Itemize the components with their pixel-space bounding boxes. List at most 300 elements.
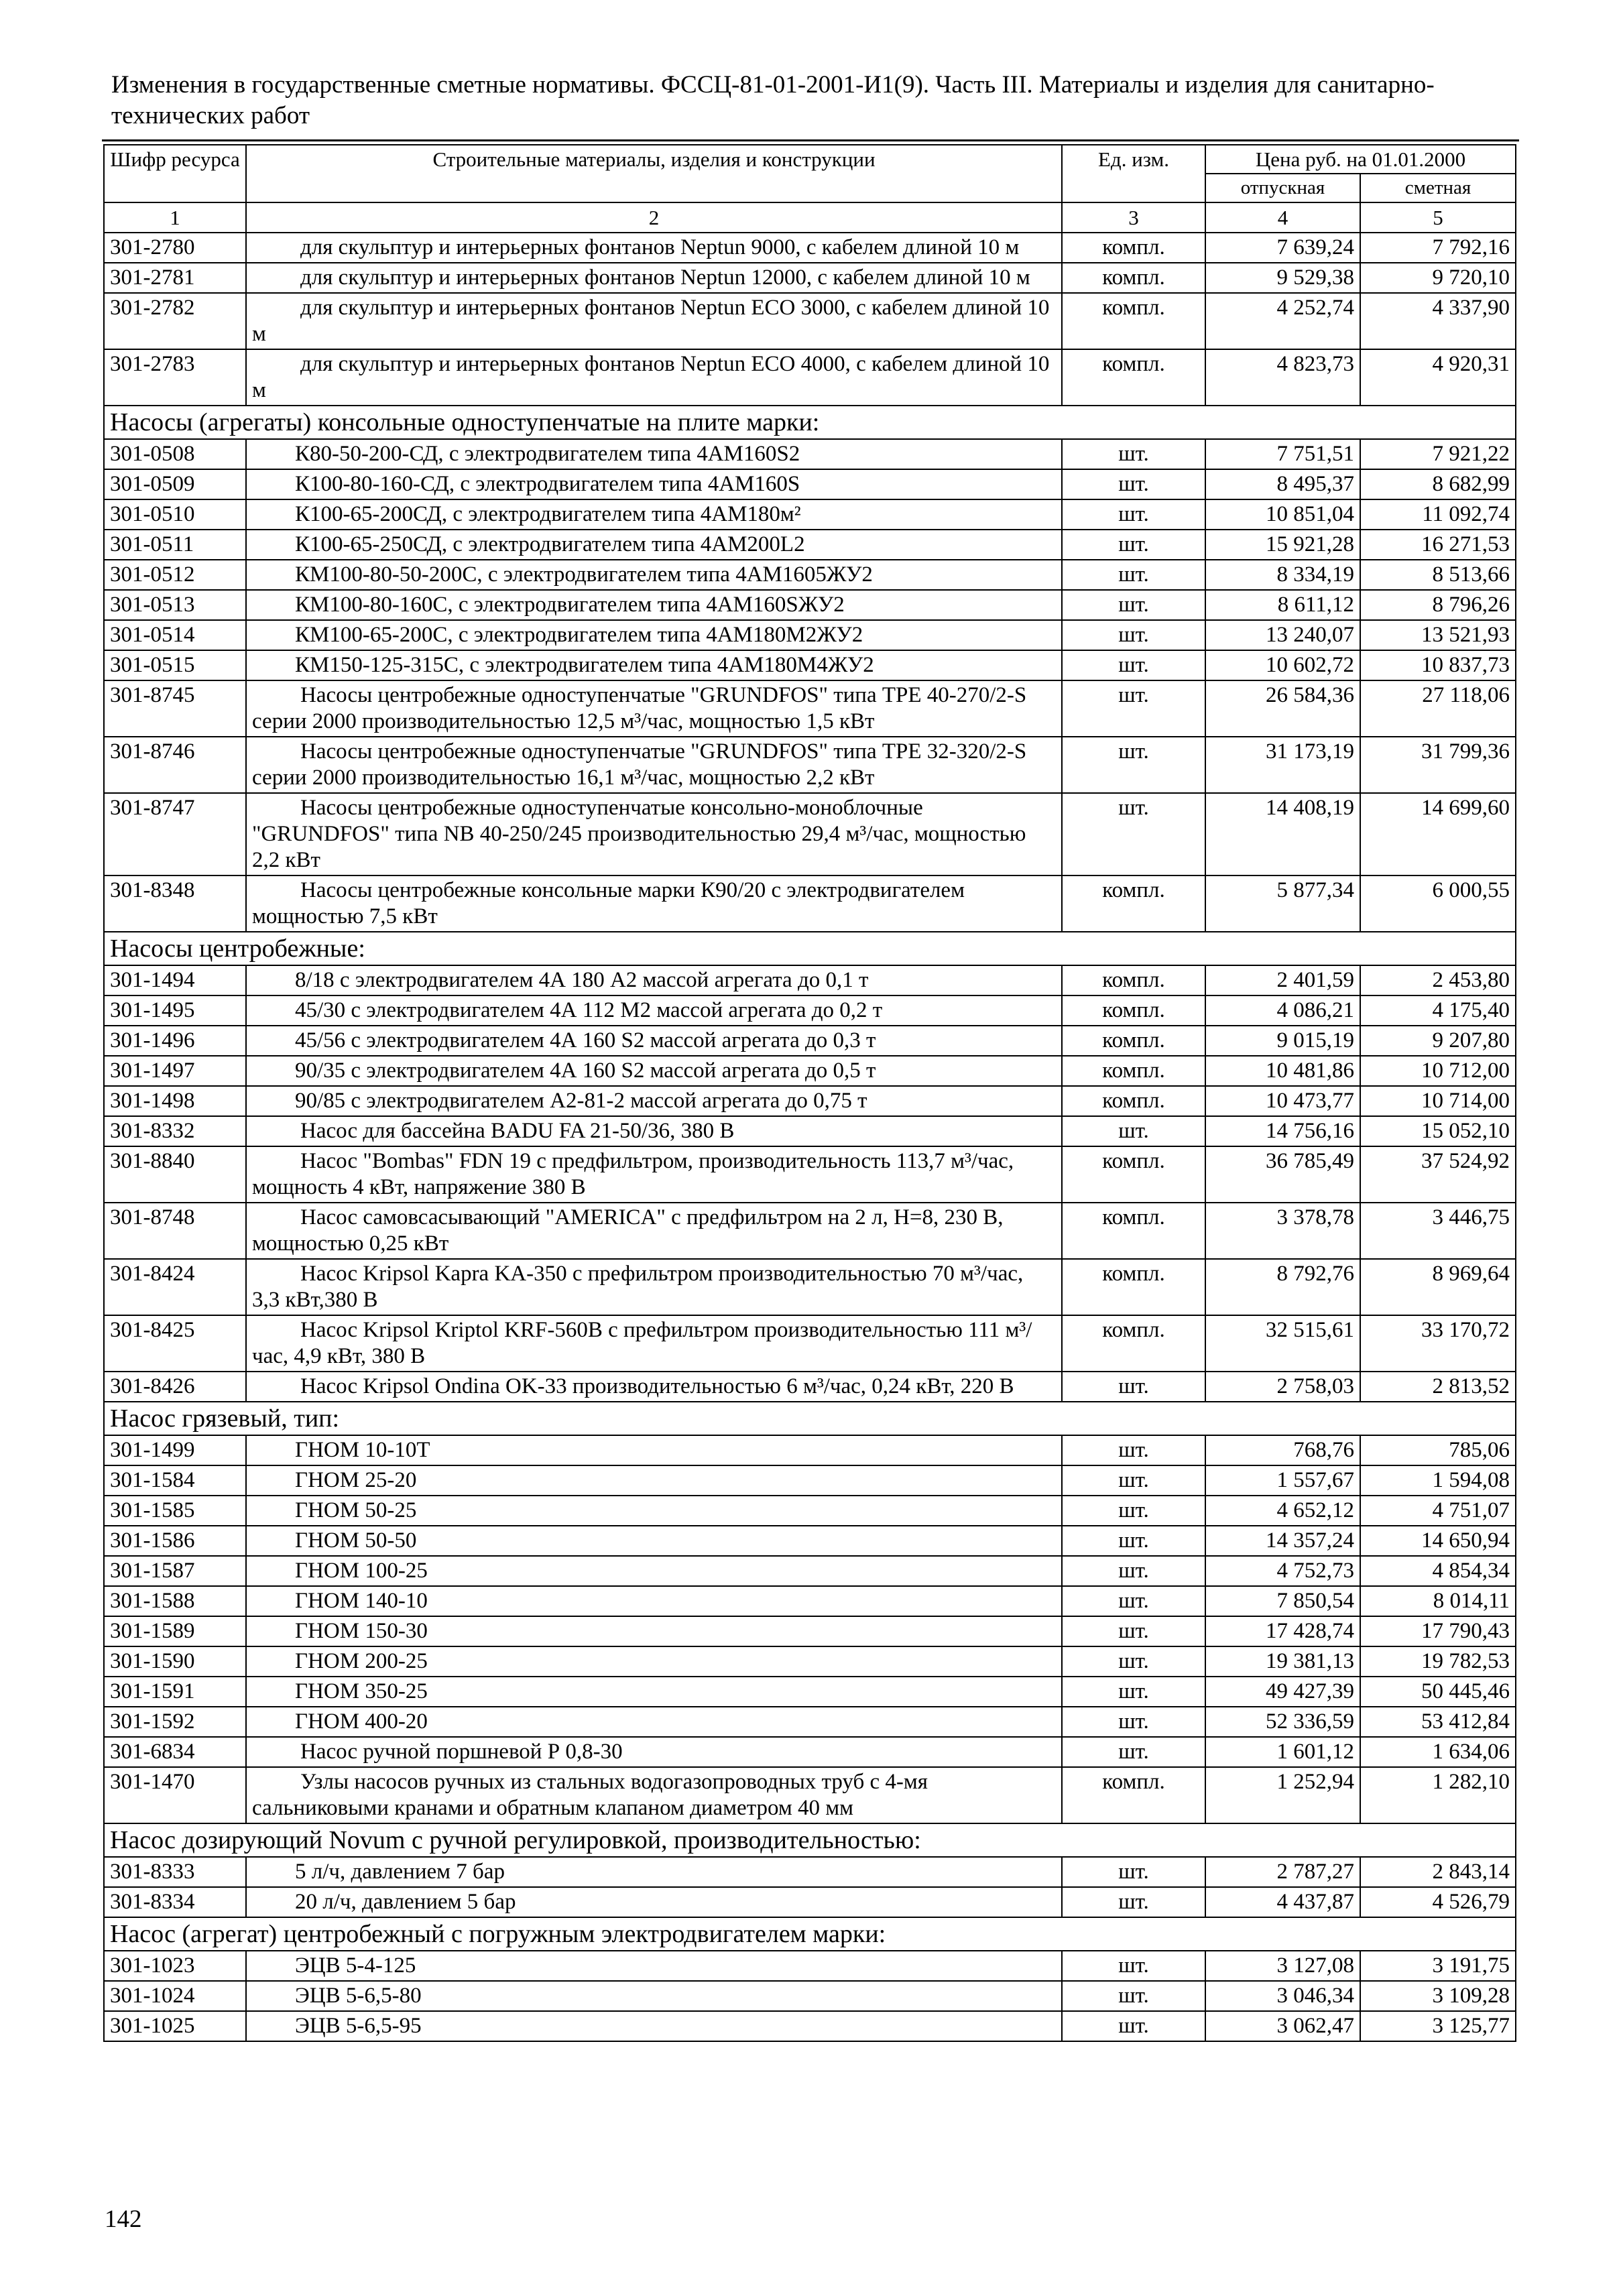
cell-name-text: Насос Kripsol Kriptol KRF-560B с префильтром производительностью 111 м³/час, 4,9 кВт, 380 В bbox=[252, 1318, 1032, 1368]
header-estimate: сметная bbox=[1360, 174, 1516, 202]
cell-name-text: Насос Kripsol Ondina OK-33 производительностью 6 м³/час, 0,24 кВт, 220 В bbox=[300, 1374, 1014, 1398]
cell-unit: шт. bbox=[1062, 1372, 1205, 1402]
cell-estimate-price: 1 282,10 bbox=[1360, 1767, 1516, 1823]
cell-name: ГНОМ 25-20 bbox=[246, 1465, 1062, 1496]
cell-wholesale-price: 14 756,16 bbox=[1205, 1116, 1360, 1146]
table-row bbox=[104, 469, 1516, 499]
cell-name bbox=[246, 1203, 1062, 1259]
cell-name-text: Насосы центробежные одноступенчатые "GRUNDFOS" типа ТРЕ 32-320/2-S серии 2000 производительностью 16,1 м³/час, мощностью 2,2 кВт bbox=[252, 739, 1027, 790]
table-row bbox=[104, 439, 1516, 469]
cell-estimate-price: 33 170,72 bbox=[1360, 1315, 1516, 1372]
cell-wholesale-price: 7 850,54 bbox=[1205, 1586, 1360, 1616]
cell-code: 301-8748 bbox=[104, 1203, 246, 1259]
cell-name-text: для скульптур и интерьерных фонтанов Neptun ECO 3000, с кабелем длиной 10 м bbox=[252, 296, 1050, 346]
header-code: Шифр ресурса bbox=[104, 145, 246, 202]
cell-wholesale-price: 14 357,24 bbox=[1205, 1526, 1360, 1556]
cell-estimate-price: 8 969,64 bbox=[1360, 1259, 1516, 1315]
cell-code: 301-0515 bbox=[104, 650, 246, 680]
cell-code: 301-1023 bbox=[104, 1951, 246, 1981]
cell-unit: компл. bbox=[1062, 965, 1205, 995]
section-header-row bbox=[104, 1402, 1516, 1435]
cell-code: 301-1591 bbox=[104, 1677, 246, 1707]
table-row bbox=[104, 1707, 1516, 1737]
header-name: Строительные материалы, изделия и конструкции bbox=[246, 145, 1062, 202]
cell-code: 301-1495 bbox=[104, 995, 246, 1026]
cell-estimate-price: 50 445,46 bbox=[1360, 1677, 1516, 1707]
cell-estimate-price: 19 782,53 bbox=[1360, 1646, 1516, 1677]
table-row bbox=[104, 680, 1516, 737]
cell-wholesale-price: 4 437,87 bbox=[1205, 1887, 1360, 1917]
table-row bbox=[104, 1677, 1516, 1707]
table-row bbox=[104, 1586, 1516, 1616]
cell-wholesale-price: 31 173,19 bbox=[1205, 737, 1360, 793]
cell-name-text: Насосы центробежные одноступенчатые "GRUNDFOS" типа ТРЕ 40-270/2-S серии 2000 производительностью 12,5 м³/час, мощностью 1,5 кВт bbox=[252, 683, 1027, 733]
table-row bbox=[104, 590, 1516, 620]
table-row bbox=[104, 1887, 1516, 1917]
header-rule bbox=[102, 139, 1519, 141]
cell-wholesale-price: 4 252,74 bbox=[1205, 293, 1360, 349]
cell-unit: шт. bbox=[1062, 650, 1205, 680]
cell-wholesale-price: 4 652,12 bbox=[1205, 1496, 1360, 1526]
cell-unit: шт. bbox=[1062, 590, 1205, 620]
cell-estimate-price: 8 796,26 bbox=[1360, 590, 1516, 620]
cell-wholesale-price: 7 639,24 bbox=[1205, 233, 1360, 263]
cell-code: 301-1024 bbox=[104, 1981, 246, 2011]
table-row bbox=[104, 1857, 1516, 1887]
cell-unit: шт. bbox=[1062, 620, 1205, 650]
cell-name-text: Насос "Bombas" FDN 19 с предфильтром, производительность 113,7 м³/час, мощность 4 кВт, напряжение 380 В bbox=[252, 1149, 1014, 1199]
cell-estimate-price: 8 682,99 bbox=[1360, 469, 1516, 499]
cell-name bbox=[246, 349, 1062, 406]
cell-unit: шт. bbox=[1062, 1951, 1205, 1981]
column-number-4: 4 bbox=[1205, 202, 1360, 233]
table-row bbox=[104, 560, 1516, 590]
cell-wholesale-price: 19 381,13 bbox=[1205, 1646, 1360, 1677]
cell-estimate-price: 2 843,14 bbox=[1360, 1857, 1516, 1887]
table-row bbox=[104, 1315, 1516, 1372]
cell-wholesale-price: 2 401,59 bbox=[1205, 965, 1360, 995]
cell-name: ГНОМ 400-20 bbox=[246, 1707, 1062, 1737]
cell-name: 45/30 с электродвигателем 4А 112 М2 массой агрегата до 0,2 т bbox=[246, 995, 1062, 1026]
cell-estimate-price: 8 014,11 bbox=[1360, 1586, 1516, 1616]
cell-code: 301-0514 bbox=[104, 620, 246, 650]
cell-unit: компл. bbox=[1062, 233, 1205, 263]
cell-unit: шт. bbox=[1062, 1887, 1205, 1917]
cell-code: 301-0509 bbox=[104, 469, 246, 499]
table-row bbox=[104, 293, 1516, 349]
cell-unit: шт. bbox=[1062, 1465, 1205, 1496]
cell-unit: шт. bbox=[1062, 1981, 1205, 2011]
price-table bbox=[103, 144, 1516, 2042]
table-body bbox=[104, 233, 1516, 2041]
cell-name bbox=[246, 233, 1062, 263]
cell-code: 301-8747 bbox=[104, 793, 246, 875]
table-row bbox=[104, 965, 1516, 995]
cell-wholesale-price: 8 495,37 bbox=[1205, 469, 1360, 499]
column-number-5: 5 bbox=[1360, 202, 1516, 233]
table-row bbox=[104, 875, 1516, 932]
cell-name: ЭЦВ 5-4-125 bbox=[246, 1951, 1062, 1981]
table-row bbox=[104, 530, 1516, 560]
cell-unit: компл. bbox=[1062, 1026, 1205, 1056]
table-row bbox=[104, 1951, 1516, 1981]
cell-name-text: для скульптур и интерьерных фонтанов Neptun 9000, с кабелем длиной 10 м bbox=[300, 235, 1020, 259]
cell-wholesale-price: 9 015,19 bbox=[1205, 1026, 1360, 1056]
cell-wholesale-price: 4 752,73 bbox=[1205, 1556, 1360, 1586]
column-number-3: 3 bbox=[1062, 202, 1205, 233]
table-row bbox=[104, 737, 1516, 793]
cell-wholesale-price: 1 557,67 bbox=[1205, 1465, 1360, 1496]
cell-unit: шт. bbox=[1062, 1526, 1205, 1556]
table-row bbox=[104, 650, 1516, 680]
cell-code: 301-0512 bbox=[104, 560, 246, 590]
cell-name-text: Насос для бассейна BADU FA 21-50/36, 380 В bbox=[300, 1119, 735, 1143]
cell-estimate-price: 2 453,80 bbox=[1360, 965, 1516, 995]
table-row bbox=[104, 995, 1516, 1026]
cell-code: 301-2781 bbox=[104, 263, 246, 293]
cell-wholesale-price: 3 062,47 bbox=[1205, 2011, 1360, 2041]
cell-name-text: для скульптур и интерьерных фонтанов Neptun 12000, с кабелем длиной 10 м bbox=[300, 265, 1030, 290]
cell-unit: шт. bbox=[1062, 1616, 1205, 1646]
cell-wholesale-price: 8 334,19 bbox=[1205, 560, 1360, 590]
cell-wholesale-price: 10 473,77 bbox=[1205, 1086, 1360, 1116]
cell-wholesale-price: 13 240,07 bbox=[1205, 620, 1360, 650]
header-wholesale: отпускная bbox=[1205, 174, 1360, 202]
cell-wholesale-price: 52 336,59 bbox=[1205, 1707, 1360, 1737]
cell-unit: компл. bbox=[1062, 875, 1205, 932]
table-row bbox=[104, 793, 1516, 875]
table-row bbox=[104, 1026, 1516, 1056]
cell-name: ГНОМ 100-25 bbox=[246, 1556, 1062, 1586]
cell-wholesale-price: 5 877,34 bbox=[1205, 875, 1360, 932]
cell-code: 301-1470 bbox=[104, 1767, 246, 1823]
cell-unit: компл. bbox=[1062, 1767, 1205, 1823]
cell-wholesale-price: 1 601,12 bbox=[1205, 1737, 1360, 1767]
cell-code: 301-1592 bbox=[104, 1707, 246, 1737]
cell-name: ГНОМ 140-10 bbox=[246, 1586, 1062, 1616]
cell-name bbox=[246, 737, 1062, 793]
cell-estimate-price: 31 799,36 bbox=[1360, 737, 1516, 793]
cell-code: 301-8334 bbox=[104, 1887, 246, 1917]
table-head bbox=[104, 145, 1516, 233]
cell-name bbox=[246, 793, 1062, 875]
cell-code: 301-8425 bbox=[104, 1315, 246, 1372]
cell-name bbox=[246, 1737, 1062, 1767]
cell-estimate-price: 16 271,53 bbox=[1360, 530, 1516, 560]
table-row bbox=[104, 620, 1516, 650]
cell-wholesale-price: 2 787,27 bbox=[1205, 1857, 1360, 1887]
cell-estimate-price: 3 191,75 bbox=[1360, 1951, 1516, 1981]
cell-name: ГНОМ 50-25 bbox=[246, 1496, 1062, 1526]
cell-name: К80-50-200-СД, с электродвигателем типа 4АМ160S2 bbox=[246, 439, 1062, 469]
cell-code: 301-0513 bbox=[104, 590, 246, 620]
cell-estimate-price: 4 337,90 bbox=[1360, 293, 1516, 349]
column-number-2: 2 bbox=[246, 202, 1062, 233]
table-row bbox=[104, 1767, 1516, 1823]
cell-estimate-price: 2 813,52 bbox=[1360, 1372, 1516, 1402]
header-price-group: Цена руб. на 01.01.2000 bbox=[1205, 145, 1516, 174]
cell-estimate-price: 6 000,55 bbox=[1360, 875, 1516, 932]
cell-code: 301-1586 bbox=[104, 1526, 246, 1556]
cell-estimate-price: 785,06 bbox=[1360, 1435, 1516, 1465]
table-row bbox=[104, 1435, 1516, 1465]
cell-name bbox=[246, 875, 1062, 932]
cell-estimate-price: 3 125,77 bbox=[1360, 2011, 1516, 2041]
table-row bbox=[104, 349, 1516, 406]
cell-estimate-price: 1 634,06 bbox=[1360, 1737, 1516, 1767]
cell-unit: шт. bbox=[1062, 1586, 1205, 1616]
section-header-row bbox=[104, 1917, 1516, 1951]
cell-name: К100-65-250СД, с электродвигателем типа 4АМ200L2 bbox=[246, 530, 1062, 560]
cell-code: 301-1588 bbox=[104, 1586, 246, 1616]
cell-estimate-price: 3 446,75 bbox=[1360, 1203, 1516, 1259]
cell-unit: шт. bbox=[1062, 1116, 1205, 1146]
cell-name bbox=[246, 1116, 1062, 1146]
cell-name: КМ150-125-315С, с электродвигателем типа 4АМ180М4ЖУ2 bbox=[246, 650, 1062, 680]
cell-unit: компл. bbox=[1062, 1086, 1205, 1116]
cell-code: 301-2782 bbox=[104, 293, 246, 349]
cell-unit: шт. bbox=[1062, 1857, 1205, 1887]
table-row bbox=[104, 1056, 1516, 1086]
cell-name: К100-65-200СД, с электродвигателем типа 4АМ180м² bbox=[246, 499, 1062, 530]
cell-estimate-price: 4 854,34 bbox=[1360, 1556, 1516, 1586]
cell-name: КМ100-80-160С, с электродвигателем типа 4АМ160SЖУ2 bbox=[246, 590, 1062, 620]
cell-estimate-price: 13 521,93 bbox=[1360, 620, 1516, 650]
cell-name bbox=[246, 1259, 1062, 1315]
cell-unit: шт. bbox=[1062, 1707, 1205, 1737]
cell-unit: шт. bbox=[1062, 1556, 1205, 1586]
cell-unit: шт. bbox=[1062, 1677, 1205, 1707]
cell-code: 301-1584 bbox=[104, 1465, 246, 1496]
cell-code: 301-1496 bbox=[104, 1026, 246, 1056]
cell-unit: компл. bbox=[1062, 293, 1205, 349]
table-row bbox=[104, 233, 1516, 263]
cell-estimate-price: 53 412,84 bbox=[1360, 1707, 1516, 1737]
cell-estimate-price: 4 175,40 bbox=[1360, 995, 1516, 1026]
cell-name-text: Насосы центробежные консольные марки К90/20 с электродвигателем мощностью 7,5 кВт bbox=[252, 878, 965, 928]
cell-unit: компл. bbox=[1062, 263, 1205, 293]
cell-name bbox=[246, 293, 1062, 349]
cell-name: ГНОМ 50-50 bbox=[246, 1526, 1062, 1556]
page-header: Изменения в государственные сметные нормативы. ФССЦ-81-01-2001-И1(9). Часть III. Материалы и изделия для санитарно-технических работ bbox=[111, 71, 1435, 129]
cell-name: КМ100-80-50-200С, с электродвигателем типа 4АМ1605ЖУ2 bbox=[246, 560, 1062, 590]
cell-unit: компл. bbox=[1062, 1146, 1205, 1203]
cell-wholesale-price: 2 758,03 bbox=[1205, 1372, 1360, 1402]
section-title: Насос грязевый, тип: bbox=[104, 1402, 1516, 1435]
cell-estimate-price: 10 837,73 bbox=[1360, 650, 1516, 680]
cell-wholesale-price: 8 611,12 bbox=[1205, 590, 1360, 620]
cell-code: 301-8332 bbox=[104, 1116, 246, 1146]
cell-unit: шт. bbox=[1062, 737, 1205, 793]
cell-name: К100-80-160-СД, с электродвигателем типа 4АМ160S bbox=[246, 469, 1062, 499]
cell-code: 301-1585 bbox=[104, 1496, 246, 1526]
cell-unit: компл. bbox=[1062, 1056, 1205, 1086]
cell-wholesale-price: 14 408,19 bbox=[1205, 793, 1360, 875]
cell-code: 301-8745 bbox=[104, 680, 246, 737]
cell-name: ЭЦВ 5-6,5-80 bbox=[246, 1981, 1062, 2011]
cell-wholesale-price: 49 427,39 bbox=[1205, 1677, 1360, 1707]
cell-unit: шт. bbox=[1062, 499, 1205, 530]
table-row bbox=[104, 263, 1516, 293]
cell-wholesale-price: 4 823,73 bbox=[1205, 349, 1360, 406]
table-row bbox=[104, 1146, 1516, 1203]
cell-wholesale-price: 768,76 bbox=[1205, 1435, 1360, 1465]
cell-estimate-price: 15 052,10 bbox=[1360, 1116, 1516, 1146]
table-row bbox=[104, 499, 1516, 530]
cell-name-text: Насос ручной поршневой Р 0,8-30 bbox=[300, 1740, 623, 1764]
cell-wholesale-price: 10 602,72 bbox=[1205, 650, 1360, 680]
cell-name: ГНОМ 150-30 bbox=[246, 1616, 1062, 1646]
table-row bbox=[104, 1203, 1516, 1259]
cell-code: 301-1025 bbox=[104, 2011, 246, 2041]
table-row bbox=[104, 1496, 1516, 1526]
table-row bbox=[104, 1737, 1516, 1767]
cell-wholesale-price: 26 584,36 bbox=[1205, 680, 1360, 737]
cell-name bbox=[246, 1372, 1062, 1402]
cell-estimate-price: 4 920,31 bbox=[1360, 349, 1516, 406]
section-title: Насосы центробежные: bbox=[104, 932, 1516, 965]
cell-code: 301-2783 bbox=[104, 349, 246, 406]
cell-wholesale-price: 36 785,49 bbox=[1205, 1146, 1360, 1203]
cell-code: 301-8333 bbox=[104, 1857, 246, 1887]
cell-code: 301-8746 bbox=[104, 737, 246, 793]
cell-estimate-price: 1 594,08 bbox=[1360, 1465, 1516, 1496]
cell-code: 301-1587 bbox=[104, 1556, 246, 1586]
cell-unit: компл. bbox=[1062, 1315, 1205, 1372]
cell-wholesale-price: 3 378,78 bbox=[1205, 1203, 1360, 1259]
cell-code: 301-1589 bbox=[104, 1616, 246, 1646]
cell-name: ЭЦВ 5-6,5-95 bbox=[246, 2011, 1062, 2041]
cell-code: 301-8840 bbox=[104, 1146, 246, 1203]
cell-unit: компл. bbox=[1062, 349, 1205, 406]
cell-unit: шт. bbox=[1062, 469, 1205, 499]
cell-name-text: Узлы насосов ручных из стальных водогазопроводных труб с 4-мя сальниковыми кранами и обратным клапаном диаметром 40 мм bbox=[252, 1770, 928, 1820]
cell-unit: шт. bbox=[1062, 439, 1205, 469]
cell-name bbox=[246, 263, 1062, 293]
header-unit: Ед. изм. bbox=[1062, 145, 1205, 202]
section-title: Насос (агрегат) центробежный с погружным электродвигателем марки: bbox=[104, 1917, 1516, 1951]
cell-wholesale-price: 3 127,08 bbox=[1205, 1951, 1360, 1981]
cell-name bbox=[246, 1146, 1062, 1203]
table-row bbox=[104, 1616, 1516, 1646]
cell-estimate-price: 7 921,22 bbox=[1360, 439, 1516, 469]
cell-name-text: Насос самовсасывающий "AMERICA" с предфильтром на 2 л, Н=8, 230 В, мощностью 0,25 кВт bbox=[252, 1205, 1004, 1256]
cell-name: ГНОМ 200-25 bbox=[246, 1646, 1062, 1677]
cell-wholesale-price: 4 086,21 bbox=[1205, 995, 1360, 1026]
cell-code: 301-8426 bbox=[104, 1372, 246, 1402]
cell-name: 8/18 с электродвигателем 4А 180 А2 массой агрегата до 0,1 т bbox=[246, 965, 1062, 995]
table-row bbox=[104, 1526, 1516, 1556]
table-row bbox=[104, 1259, 1516, 1315]
cell-wholesale-price: 10 481,86 bbox=[1205, 1056, 1360, 1086]
page-number: 142 bbox=[105, 2206, 142, 2233]
cell-unit: шт. bbox=[1062, 793, 1205, 875]
cell-estimate-price: 27 118,06 bbox=[1360, 680, 1516, 737]
table-row bbox=[104, 1556, 1516, 1586]
cell-wholesale-price: 1 252,94 bbox=[1205, 1767, 1360, 1823]
cell-code: 301-1590 bbox=[104, 1646, 246, 1677]
cell-wholesale-price: 9 529,38 bbox=[1205, 263, 1360, 293]
cell-unit: компл. bbox=[1062, 995, 1205, 1026]
cell-name: ГНОМ 350-25 bbox=[246, 1677, 1062, 1707]
cell-wholesale-price: 32 515,61 bbox=[1205, 1315, 1360, 1372]
cell-code: 301-6834 bbox=[104, 1737, 246, 1767]
cell-unit: шт. bbox=[1062, 1646, 1205, 1677]
cell-code: 301-1494 bbox=[104, 965, 246, 995]
cell-name: 90/35 с электродвигателем 4А 160 S2 массой агрегата до 0,5 т bbox=[246, 1056, 1062, 1086]
cell-estimate-price: 8 513,66 bbox=[1360, 560, 1516, 590]
cell-unit: шт. bbox=[1062, 1737, 1205, 1767]
cell-code: 301-1498 bbox=[104, 1086, 246, 1116]
cell-estimate-price: 9 207,80 bbox=[1360, 1026, 1516, 1056]
section-title: Насосы (агрегаты) консольные одноступенчатые на плите марки: bbox=[104, 406, 1516, 439]
cell-name: ГНОМ 10-10Т bbox=[246, 1435, 1062, 1465]
cell-unit: шт. bbox=[1062, 680, 1205, 737]
cell-estimate-price: 11 092,74 bbox=[1360, 499, 1516, 530]
cell-estimate-price: 14 650,94 bbox=[1360, 1526, 1516, 1556]
cell-estimate-price: 4 751,07 bbox=[1360, 1496, 1516, 1526]
section-header-row bbox=[104, 406, 1516, 439]
cell-estimate-price: 9 720,10 bbox=[1360, 263, 1516, 293]
cell-unit: шт. bbox=[1062, 560, 1205, 590]
cell-code: 301-1497 bbox=[104, 1056, 246, 1086]
section-header-row bbox=[104, 1823, 1516, 1857]
cell-estimate-price: 7 792,16 bbox=[1360, 233, 1516, 263]
cell-wholesale-price: 8 792,76 bbox=[1205, 1259, 1360, 1315]
table-row bbox=[104, 1086, 1516, 1116]
cell-estimate-price: 4 526,79 bbox=[1360, 1887, 1516, 1917]
cell-estimate-price: 10 712,00 bbox=[1360, 1056, 1516, 1086]
cell-wholesale-price: 10 851,04 bbox=[1205, 499, 1360, 530]
cell-wholesale-price: 17 428,74 bbox=[1205, 1616, 1360, 1646]
cell-code: 301-2780 bbox=[104, 233, 246, 263]
section-header-row bbox=[104, 932, 1516, 965]
cell-code: 301-8348 bbox=[104, 875, 246, 932]
cell-wholesale-price: 15 921,28 bbox=[1205, 530, 1360, 560]
cell-name-text: Насосы центробежные одноступенчатые консольно-моноблочные "GRUNDFOS" типа NB 40-250/245 производительностью 29,4 м³/час, мощностью 2,2 кВт bbox=[252, 796, 1026, 872]
cell-unit: шт. bbox=[1062, 1435, 1205, 1465]
cell-unit: компл. bbox=[1062, 1259, 1205, 1315]
cell-name-text: для скульптур и интерьерных фонтанов Neptun ECO 4000, с кабелем длиной 10 м bbox=[252, 352, 1050, 402]
cell-estimate-price: 17 790,43 bbox=[1360, 1616, 1516, 1646]
cell-unit: шт. bbox=[1062, 1496, 1205, 1526]
cell-name-text: Насос Kripsol Kapra KA-350 с префильтром производительностью 70 м³/час, 3,3 кВт,380 В bbox=[252, 1262, 1024, 1312]
table-row bbox=[104, 1465, 1516, 1496]
cell-name: 20 л/ч, давлением 5 бар bbox=[246, 1887, 1062, 1917]
cell-name bbox=[246, 1767, 1062, 1823]
cell-code: 301-0511 bbox=[104, 530, 246, 560]
cell-estimate-price: 10 714,00 bbox=[1360, 1086, 1516, 1116]
table-row bbox=[104, 1646, 1516, 1677]
cell-name: 90/85 с электродвигателем А2-81-2 массой агрегата до 0,75 т bbox=[246, 1086, 1062, 1116]
cell-code: 301-0510 bbox=[104, 499, 246, 530]
cell-estimate-price: 37 524,92 bbox=[1360, 1146, 1516, 1203]
table-row bbox=[104, 1116, 1516, 1146]
cell-code: 301-8424 bbox=[104, 1259, 246, 1315]
table-row bbox=[104, 1981, 1516, 2011]
cell-name: КМ100-65-200С, с электродвигателем типа 4АМ180М2ЖУ2 bbox=[246, 620, 1062, 650]
cell-wholesale-price: 3 046,34 bbox=[1205, 1981, 1360, 2011]
table-row bbox=[104, 1372, 1516, 1402]
cell-code: 301-1499 bbox=[104, 1435, 246, 1465]
cell-code: 301-0508 bbox=[104, 439, 246, 469]
cell-name: 5 л/ч, давлением 7 бар bbox=[246, 1857, 1062, 1887]
cell-name: 45/56 с электродвигателем 4А 160 S2 массой агрегата до 0,3 т bbox=[246, 1026, 1062, 1056]
section-title: Насос дозирующий Novum с ручной регулировкой, производительностью: bbox=[104, 1823, 1516, 1857]
cell-name bbox=[246, 1315, 1062, 1372]
cell-estimate-price: 14 699,60 bbox=[1360, 793, 1516, 875]
cell-wholesale-price: 7 751,51 bbox=[1205, 439, 1360, 469]
